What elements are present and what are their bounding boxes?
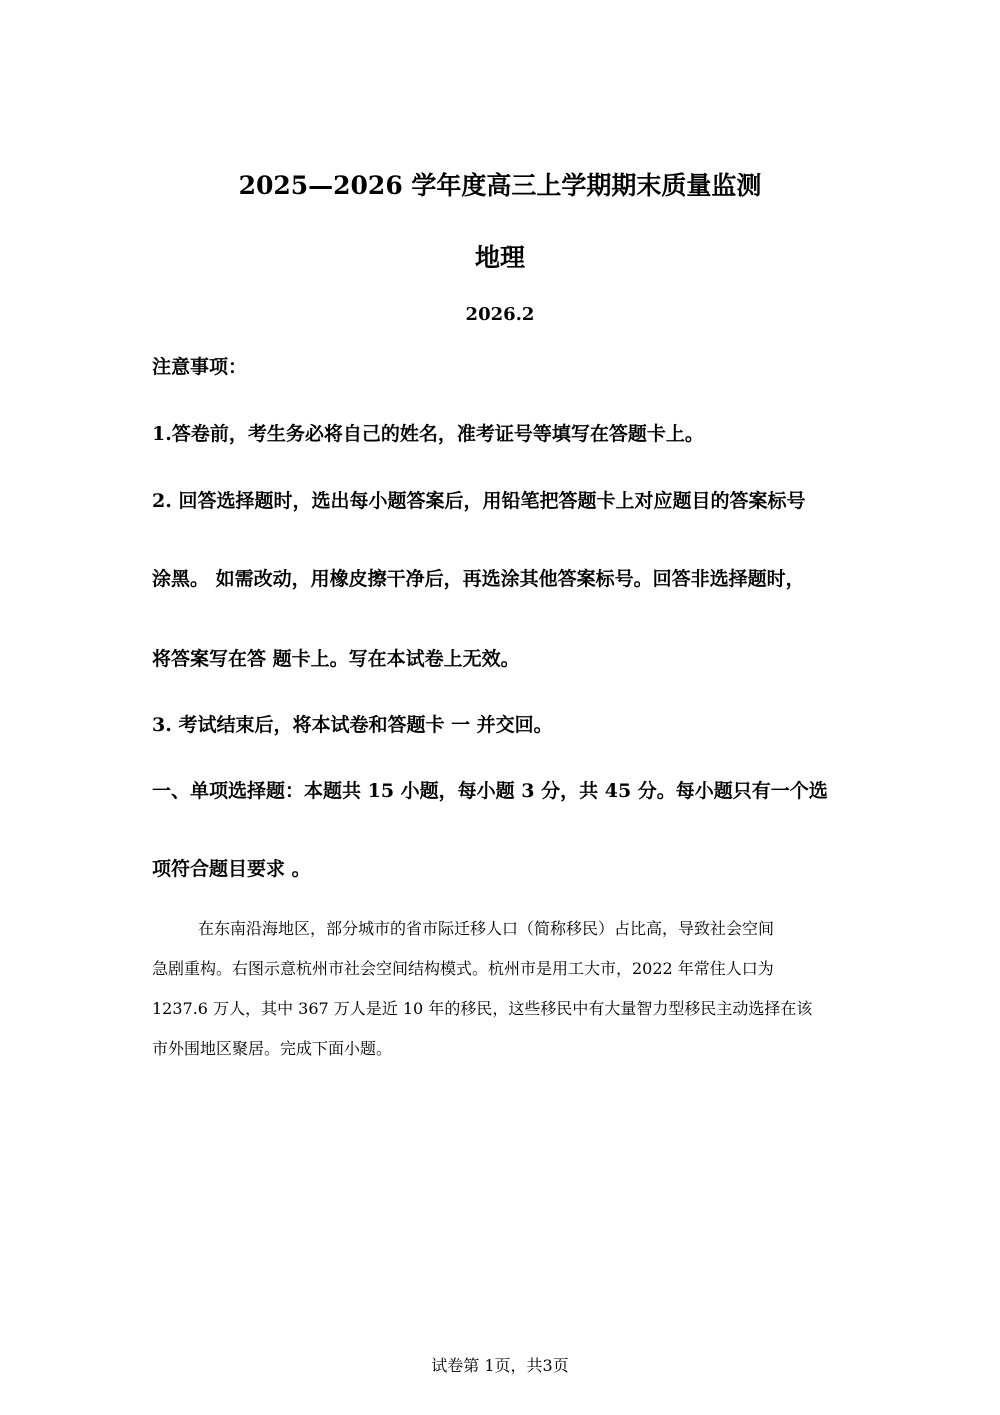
notes-heading: 注意事项： (152, 356, 248, 378)
note-line-3: 涂黑。 如需改动，用橡皮擦干净后，再选涂其他答案标号。回答非选择题时， (152, 568, 805, 590)
note-line-2: 2. 回答选择题时，选出每小题答案后，用铅笔把答题卡上对应题目的答案标号 (152, 490, 806, 512)
passage-line-3: 1237.6 万人，其中 367 万人是近 10 年的移民，这些移民中有大量智力型移民主动选择在该 (152, 999, 813, 1018)
section-heading-line-2: 项符合题目要求 。 (152, 858, 311, 880)
note-line-5: 3. 考试结束后，将本试卷和答题卡 一 并交回。 (152, 714, 553, 736)
passage-line-2: 急剧重构。右图示意杭州市社会空间结构模式。杭州市是用工大市，2022 年常住人口为 (152, 959, 774, 978)
passage-line-4: 市外围地区聚居。完成下面小题。 (152, 1039, 393, 1058)
exam-date: 2026.2 (465, 304, 535, 325)
page-footer: 试卷第 1页，共3页 (431, 1356, 569, 1375)
exam-title: 2025—2026 学年度高三上学期期末质量监测 (238, 171, 762, 200)
section-heading-line-1: 一、单项选择题：本题共 15 小题，每小题 3 分，共 45 分。每小题只有一个选 (152, 780, 828, 802)
note-line-4: 将答案写在答 题卡上。写在本试卷上无效。 (152, 648, 520, 670)
passage-line-1: 在东南沿海地区，部分城市的省市际迁移人口（简称移民）占比高，导致社会空间 (198, 919, 775, 938)
subject-title: 地理 (474, 243, 525, 272)
question-passage (152, 909, 852, 1069)
note-line-1: 1.答卷前，考生务必将自己的姓名，准考证号等填写在答题卡上。 (152, 423, 704, 445)
